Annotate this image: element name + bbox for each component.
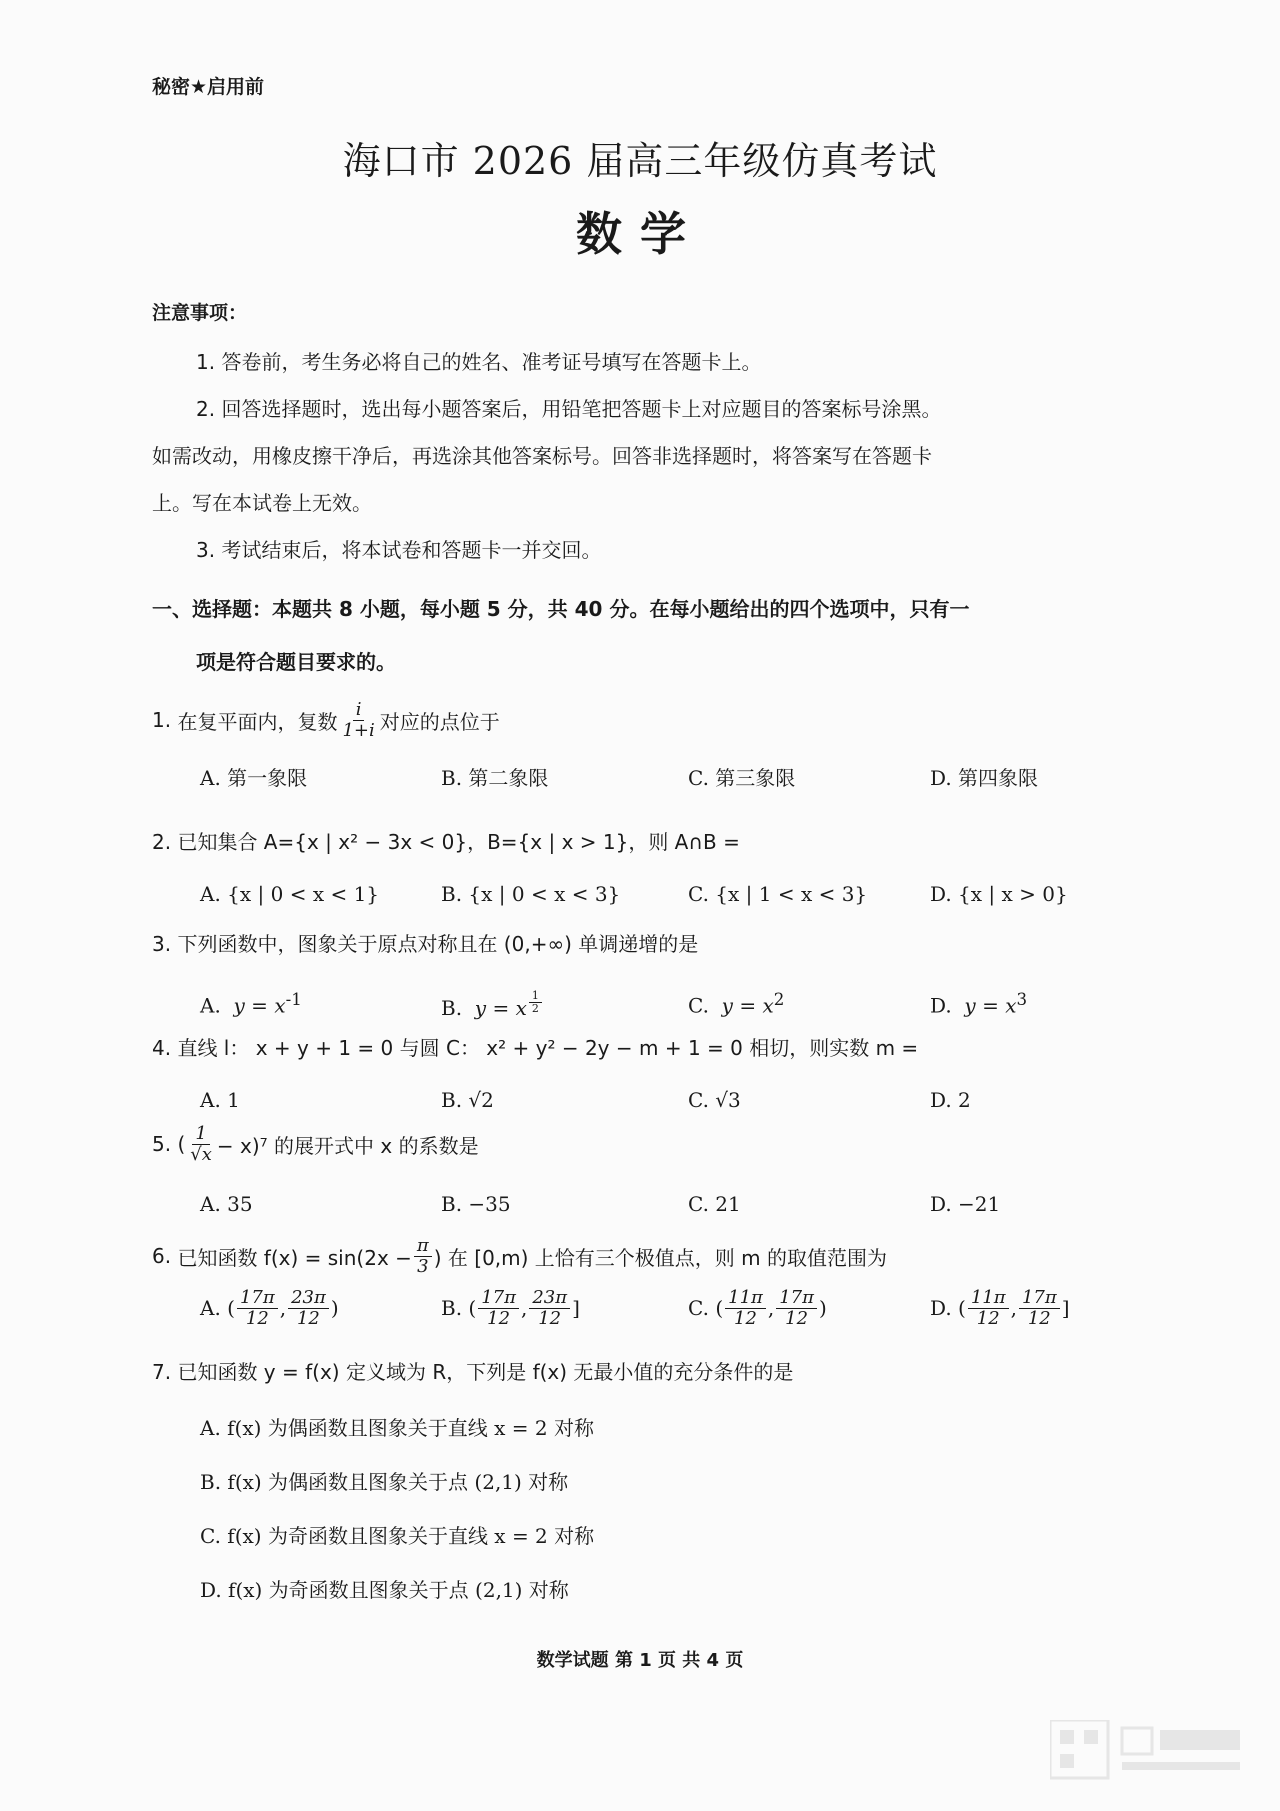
option-b: B. ( $\frac{17\pi}{12}$ , $\frac{23\pi}{12}$ ] <box>441 1287 580 1329</box>
qr-code-icon <box>1050 1720 1250 1780</box>
option-c: C. f(x) 为奇函数且图象关于直线 x = 2 对称 <box>200 1524 595 1548</box>
option-c: C. 21 <box>688 1192 741 1216</box>
section-heading-cont: 项是符合题目要求的。 <box>196 650 396 674</box>
option-a: A. 35 <box>200 1192 253 1216</box>
option-a: A. f(x) 为偶函数且图象关于直线 x = 2 对称 <box>200 1416 594 1440</box>
question-number: 7. <box>152 1360 172 1384</box>
question-stem-pre: 已知函数 f(x) = sin(2x − <box>177 1245 412 1270</box>
question-stem-post: − x)⁷ 的展开式中 x 的系数是 <box>216 1133 479 1158</box>
question-2 <box>152 826 740 855</box>
option-d: D. f(x) 为奇函数且图象关于点 (2,1) 对称 <box>200 1578 569 1602</box>
option-c: C. 第三象限 <box>688 766 796 790</box>
option-d: D. −21 <box>930 1192 1001 1216</box>
option-a: A. ( $\frac{17\pi}{12}$ , $\frac{23\pi}{12}$ ) <box>200 1287 339 1329</box>
question-number: 6. <box>152 1244 172 1269</box>
option-c: C. {x | 1 < x < 3} <box>688 882 868 906</box>
fraction: $\frac{1}{√x}$ <box>190 1123 212 1165</box>
option-b: B. −35 <box>441 1192 511 1216</box>
question-number: 3. <box>152 932 172 956</box>
question-3 <box>152 928 698 957</box>
option-b: B. 第二象限 <box>441 766 549 790</box>
secret-label: 秘密★启用前 <box>152 76 265 98</box>
question-stem-pre: ( <box>177 1132 186 1157</box>
option-c: C. √3 <box>688 1088 741 1112</box>
option-b: B. {x | 0 < x < 3} <box>441 882 621 906</box>
question-5 <box>152 1124 479 1165</box>
option-d: D. {x | x > 0} <box>930 882 1068 906</box>
watermark-qr <box>1050 1720 1250 1780</box>
question-number: 4. <box>152 1036 172 1060</box>
fraction: $\frac{\pi}{3}$ <box>414 1236 432 1277</box>
question-stem-post: ) 在 [0,m) 上恰有三个极值点，则 m 的取值范围为 <box>433 1245 887 1270</box>
question-number: 5. <box>152 1132 172 1157</box>
option-b: B. y = x $^{\frac{1}{2}}$ <box>441 990 544 1020</box>
option-b: B. f(x) 为偶函数且图象关于点 (2,1) 对称 <box>200 1470 569 1494</box>
question-stem: 已知函数 y = f(x) 定义域为 R，下列是 f(x) 无最小值的充分条件的是 <box>177 1360 794 1384</box>
fraction: $\frac{i}{1+i}$ <box>342 699 375 741</box>
option-c: C. ( $\frac{11\pi}{12}$ , $\frac{17\pi}{12}$ ) <box>688 1287 827 1329</box>
question-stem-post: 对应的点位于 <box>379 709 500 734</box>
notice-item-2-cont2: 上。写在本试卷上无效。 <box>152 491 372 515</box>
notice-item-2: 2. 回答选择题时，选出每小题答案后，用铅笔把答题卡上对应题目的答案标号涂黑。 <box>196 397 942 421</box>
subject-title: 数学 <box>576 207 704 261</box>
question-7 <box>152 1356 793 1385</box>
section-heading: 一、选择题：本题共 8 小题，每小题 5 分，共 40 分。在每小题给出的四个选项中，只有一 <box>152 597 970 621</box>
question-4 <box>152 1032 918 1061</box>
option-d: D. 第四象限 <box>930 766 1039 790</box>
notice-item-1: 1. 答卷前，考生务必将自己的姓名、准考证号填写在答题卡上。 <box>196 350 762 374</box>
option-d: D. 2 <box>930 1088 971 1112</box>
question-number: 2. <box>152 830 172 854</box>
option-a: A. $y = x^{-1}$ <box>200 990 302 1018</box>
option-a: A. {x | 0 < x < 1} <box>200 882 380 906</box>
question-1 <box>152 700 500 741</box>
question-number: 1. <box>152 708 172 733</box>
question-stem: 已知集合 A={x | x² − 3x < 0}，B={x | x > 1}，则 A∩B = <box>177 830 740 854</box>
notice-item-2-cont: 如需改动，用橡皮擦干净后，再选涂其他答案标号。回答非选择题时，将答案写在答题卡 <box>152 444 932 468</box>
option-c: C. $y = x^2$ <box>688 990 785 1018</box>
option-d: D. ( $\frac{11\pi}{12}$ , $\frac{17\pi}{12}$ ] <box>930 1287 1070 1329</box>
notice-item-3: 3. 考试结束后，将本试卷和答题卡一并交回。 <box>196 538 602 562</box>
option-a: A. 第一象限 <box>200 766 308 790</box>
option-d: D. $y = x^3$ <box>930 990 1028 1018</box>
question-6 <box>152 1236 887 1277</box>
question-stem: 下列函数中，图象关于原点对称且在 (0,+∞) 单调递增的是 <box>177 932 699 956</box>
exam-title: 海口市 2026 届高三年级仿真考试 <box>342 139 938 183</box>
option-a: A. 1 <box>200 1088 240 1112</box>
notice-heading: 注意事项： <box>152 302 248 324</box>
option-b: B. √2 <box>441 1088 494 1112</box>
question-stem-pre: 在复平面内，复数 <box>177 709 338 734</box>
page-footer: 数学试题 第 1 页 共 4 页 <box>536 1650 744 1671</box>
question-stem: 直线 l： x + y + 1 = 0 与圆 C： x² + y² − 2y − m + 1 = 0 相切，则实数 m = <box>177 1036 919 1060</box>
